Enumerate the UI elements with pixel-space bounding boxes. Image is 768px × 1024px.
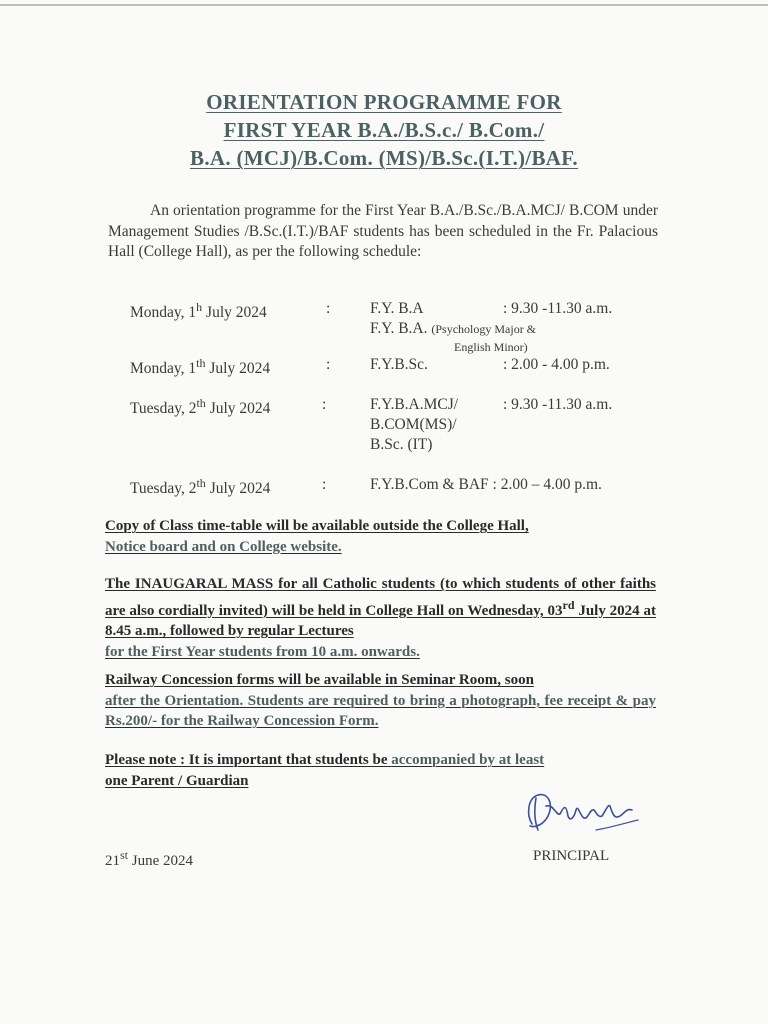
title-line-2: FIRST YEAR B.A./B.S.c./ B.Com./	[223, 118, 545, 142]
title-line-1: ORIENTATION PROGRAMME FOR	[206, 90, 562, 114]
schedule-time: : 2.00 - 4.00 p.m.	[503, 356, 610, 373]
parent-note: Please note : It is important that students be accompanied by at least one Parent / Guardian	[105, 752, 545, 789]
schedule-date: Monday, 1th July 2024	[130, 356, 271, 378]
schedule-date: Tuesday, 2th July 2024	[130, 396, 271, 418]
schedule-course: B.COM(MS)/	[370, 416, 457, 433]
principal-signature	[516, 786, 646, 844]
schedule-time: : 9.30 -11.30 a.m.	[503, 396, 613, 413]
schedule-course: F.Y.B.A.MCJ/	[370, 396, 459, 413]
principal-title: PRINCIPAL	[533, 848, 610, 864]
schedule-course: B.Sc. (IT)	[370, 436, 433, 453]
title-line-3: B.A. (MCJ)/B.Com. (MS)/B.Sc.(I.T.)/BAF.	[190, 146, 578, 170]
schedule-course: F.Y.B.Com & BAF : 2.00 – 4.00 p.m.	[370, 476, 602, 493]
schedule-course: F.Y.B.Sc.	[370, 356, 428, 373]
schedule-date: Tuesday, 2th July 2024	[130, 476, 271, 498]
schedule-separator: :	[326, 300, 331, 317]
schedule-date: Monday, 1$^h$ July 2024	[130, 300, 267, 322]
schedule-time: : 9.30 -11.30 a.m.	[503, 300, 613, 317]
mass-note: The INAUGARAL MASS for all Catholic students (to which students of other faiths are also cordially invited) will be held in College Hall on Wednesday, 03rd July 2024 at 8.45 a.m., followed by regular Lectures for the First Year students from 10 a.m. onwards.	[105, 576, 656, 660]
schedule-course-extra: F.Y. B.A. (Psychology Major &	[370, 320, 537, 337]
top-border	[0, 4, 768, 6]
railway-note: Railway Concession forms will be available in Seminar Room, soon after the Orientation. Students are required to bring a photograph, fee receipt & pay Rs.200/- for the Railway Concession Form.	[105, 672, 656, 729]
timetable-note: Copy of Class time-table will be available outside the College Hall, Notice board and on College website.	[105, 518, 529, 555]
schedule-course-extra-note: English Minor)	[454, 340, 528, 354]
intro-paragraph: An orientation programme for the First Year B.A./B.Sc./B.A.MCJ/ B.COM under Management Studies /B.Sc.(I.T.)/BAF students has been scheduled in the Fr. Palacious Hall (College Hall), as per the following schedule:	[108, 202, 658, 260]
schedule-separator: :	[322, 476, 327, 493]
schedule-course: F.Y. B.A	[370, 300, 424, 317]
schedule-separator: :	[326, 356, 331, 373]
schedule-separator: :	[322, 396, 327, 413]
issue-date: 21st June 2024	[105, 848, 194, 869]
